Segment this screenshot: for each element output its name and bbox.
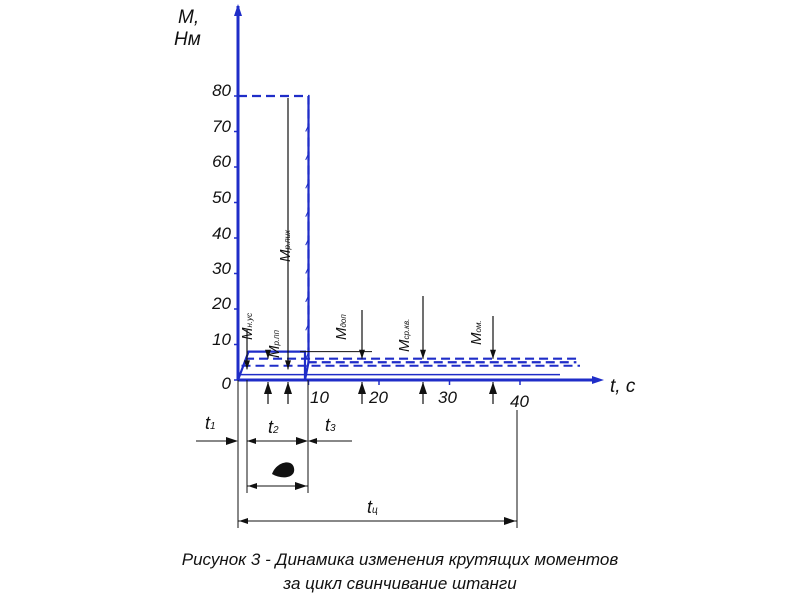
cycle-label: tц	[367, 497, 378, 517]
y-axis-arrow	[234, 4, 242, 16]
moment-label-nus: Mн.ус	[239, 312, 256, 340]
moment-label-rpp: Mр.пп	[266, 330, 283, 358]
y-tick-label: 50	[212, 188, 231, 207]
y-tick-label: 40	[212, 224, 231, 243]
dim-t3-arrow	[308, 438, 317, 444]
moment-label-rpih: Mр.пих	[277, 229, 294, 262]
dim-t2-arrow-left	[247, 438, 256, 444]
y-tick-label: 10	[212, 330, 231, 349]
figure-caption-line1: Рисунок 3 - Динамика изменения крутящих моментов	[181, 550, 619, 569]
y-tick-label: 80	[212, 81, 231, 100]
dim-span-arrow-right	[295, 482, 307, 490]
interval-label-t3: t3	[325, 415, 336, 435]
time-marker-head-1	[284, 382, 292, 394]
y-tick-label: 0	[221, 374, 231, 393]
moment-arrow-srkv-head	[420, 350, 426, 359]
y-tick-label: 60	[212, 152, 231, 171]
interval-label-t2: t2	[268, 417, 279, 437]
dim-t2-arrow-right	[296, 437, 308, 445]
x-tick-label: 10	[310, 388, 329, 407]
interval-label-t1: t1	[205, 413, 216, 433]
x-axis-arrow	[592, 376, 604, 384]
time-marker-head-2	[358, 382, 366, 394]
dim-span-arrow-left	[248, 483, 257, 489]
y-axis-label-line2: Нм	[174, 29, 201, 50]
time-marker-head-3	[419, 382, 427, 394]
moment-label-dop: Mдоп	[333, 314, 350, 340]
moment-arrow-om-head	[490, 350, 496, 359]
figure-caption-line2: за цикл свинчивание штанги	[283, 574, 517, 593]
x-axis-label: t, c	[610, 376, 636, 397]
moment-arrow-dop-head	[359, 350, 365, 359]
dim-t1-arrow	[226, 437, 238, 445]
moment-label-srkv: Mср.кв.	[396, 318, 413, 352]
dim-cycle-arrow-right	[504, 517, 516, 525]
moment-label-om: Mом.	[468, 320, 485, 345]
y-tick-label: 70	[212, 117, 231, 136]
x-tick-label: 40	[510, 392, 529, 411]
dim-cycle-arrow-left	[239, 518, 248, 524]
y-axis-label-line1: M,	[178, 7, 200, 28]
time-marker-head-4	[489, 382, 497, 394]
x-tick-label: 30	[438, 388, 457, 407]
time-marker-head-0	[264, 382, 272, 394]
y-tick-label: 30	[212, 259, 231, 278]
x-tick-label: 20	[369, 388, 388, 407]
ink-blot	[272, 462, 294, 477]
y-tick-label: 20	[212, 294, 231, 313]
